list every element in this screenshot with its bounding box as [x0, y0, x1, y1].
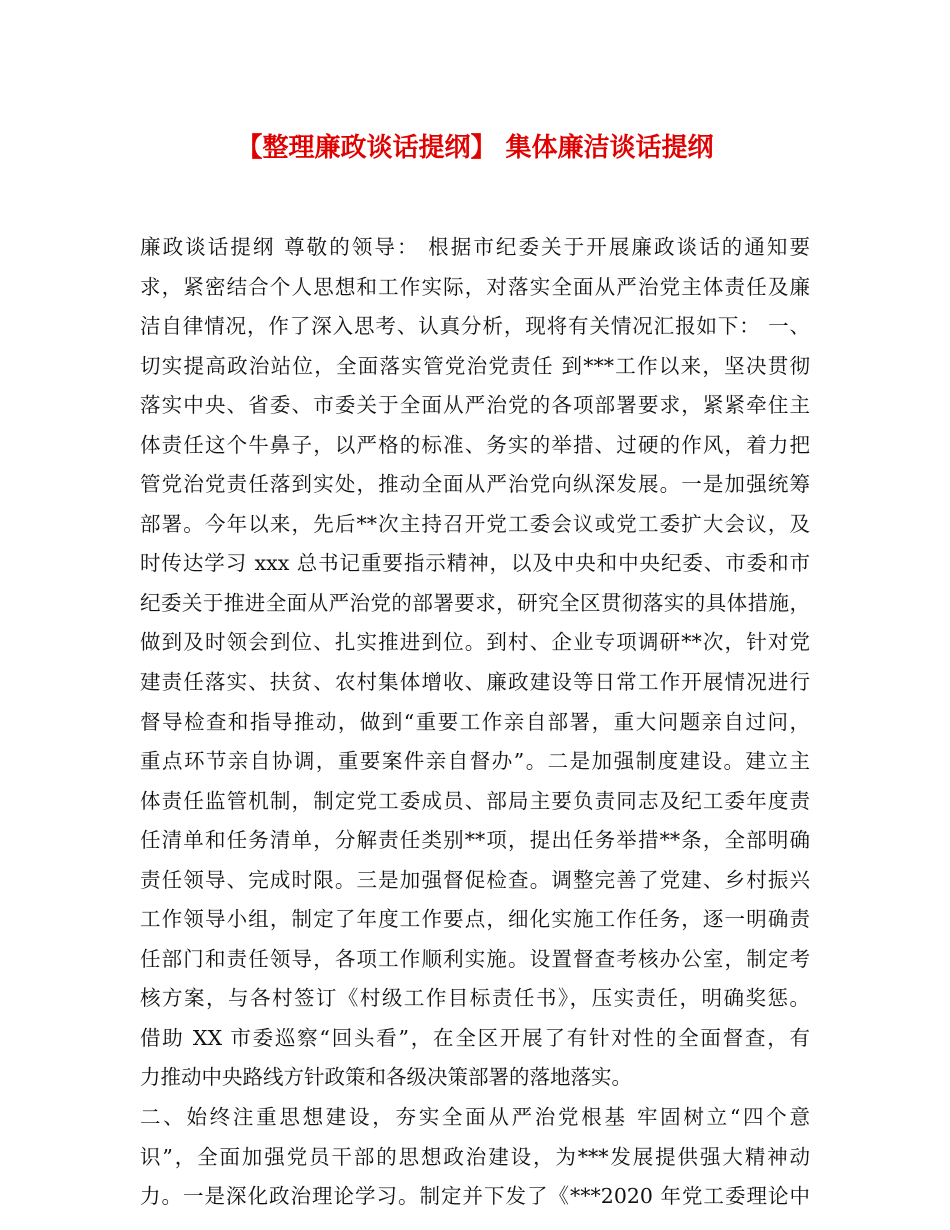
body-line: 核方案，与各村签订《村级工作目标责任书》，压实责任，明确奖惩。 — [140, 986, 810, 1011]
body-line: 体责任这个牛鼻子，以严格的标准、务实的举措、过硬的作风，着力把 — [140, 432, 810, 457]
document-title: 【整理廉政谈话提纲】 集体廉洁谈话提纲 — [236, 133, 714, 163]
body-line: 时传达学习 xxx 总书记重要指示精神，以及中央和中央纪委、市委和市 — [140, 551, 810, 576]
body-line: 识”，全面加强党员干部的思想政治建设，为***发展提供强大精神动 — [140, 1144, 810, 1169]
body-line: 督导检查和指导推动，做到“重要工作亲自部署，重大问题亲自过问， — [140, 709, 810, 734]
body-line: 二、始终注重思想建设，夯实全面从严治党根基 牢固树立“四个意 — [140, 1105, 810, 1130]
body-line: 切实提高政治站位，全面落实管党治党责任 到***工作以来，坚决贯彻 — [140, 353, 810, 378]
body-line: 借助 XX 市委巡察“回头看”，在全区开展了有针对性的全面督查，有 — [140, 1025, 810, 1050]
body-line: 纪委关于推进全面从严治党的部署要求，研究全区贯彻落实的具体措施， — [140, 590, 810, 615]
body-line: 体责任监管机制，制定党工委成员、部局主要负责同志及纪工委年度责 — [140, 788, 810, 813]
document-body — [140, 228, 810, 1217]
body-line: 洁自律情况，作了深入思考、认真分析，现将有关情况汇报如下： 一、 — [140, 314, 810, 339]
body-line: 重点环节亲自协调，重要案件亲自督办”。二是加强制度建设。建立主 — [140, 749, 810, 774]
body-line: 任部门和责任领导，各项工作顺利实施。设置督查考核办公室，制定考 — [140, 946, 810, 971]
body-line: 落实中央、省委、市委关于全面从严治党的各项部署要求，紧紧牵住主 — [140, 393, 810, 418]
body-line: 任清单和任务清单，分解责任类别**项，提出任务举措**条，全部明确 — [140, 828, 810, 853]
body-line: 工作领导小组，制定了年度工作要点，细化实施工作任务，逐一明确责 — [140, 907, 810, 932]
body-line: 力。一是深化政治理论学习。制定并下发了《***2020 年党工委理论中 — [140, 1184, 810, 1209]
body-line: 廉政谈话提纲 尊敬的领导： 根据市纪委关于开展廉政谈话的通知要 — [140, 235, 810, 259]
body-line: 做到及时领会到位、扎实推进到位。到村、企业专项调研**次，针对党 — [140, 630, 810, 655]
body-line: 建责任落实、扶贫、农村集体增收、廉政建设等日常工作开展情况进行 — [140, 670, 810, 695]
body-line: 部署。今年以来，先后**次主持召开党工委会议或党工委扩大会议，及 — [140, 511, 810, 536]
body-line: 力推动中央路线方针政策和各级决策部署的落地落实。 — [140, 1065, 632, 1090]
body-line: 责任领导、完成时限。三是加强督促检查。调整完善了党建、乡村振兴 — [140, 867, 810, 892]
body-line: 求，紧密结合个人思想和工作实际，对落实全面从严治党主体责任及廉 — [140, 274, 810, 299]
body-line: 管党治党责任落到实处，推动全面从严治党向纵深发展。一是加强统筹 — [140, 472, 810, 497]
